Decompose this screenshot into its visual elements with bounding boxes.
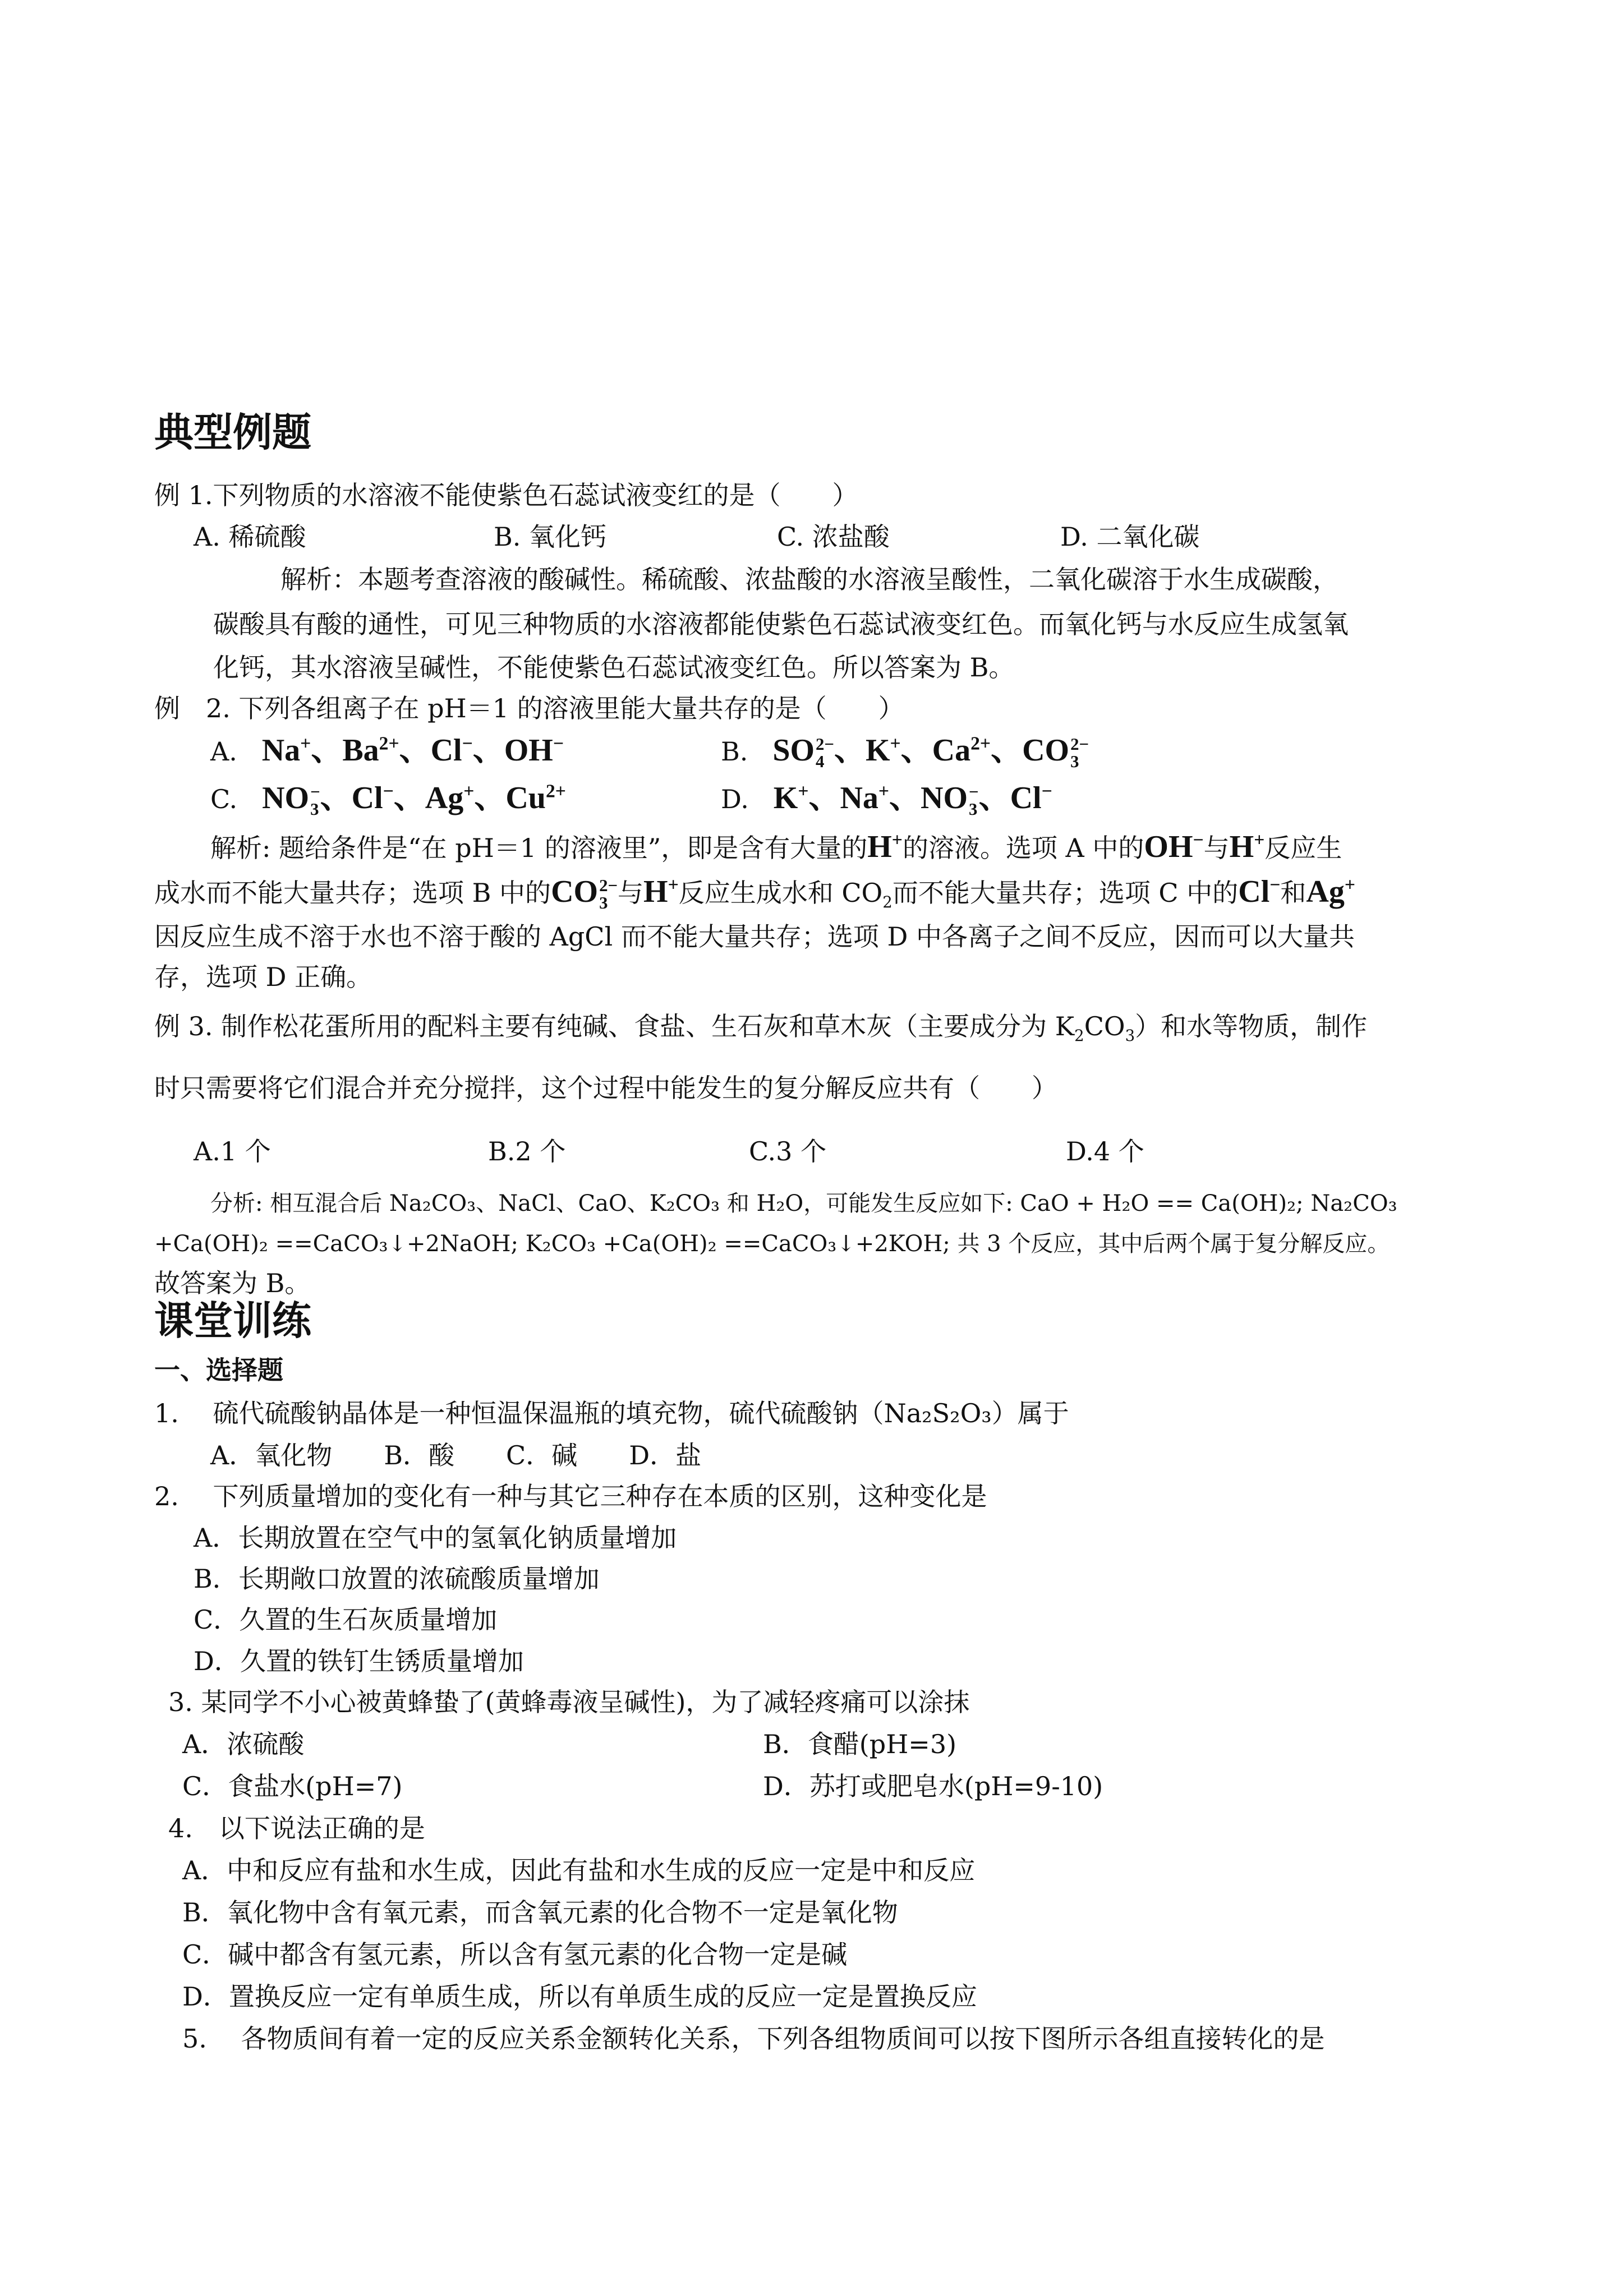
example-1-option-a: A. 稀硫酸 (194, 522, 306, 552)
question-4-option-a: A．中和反应有盐和水生成，因此有盐和水生成的反应一定是中和反应 (182, 1855, 976, 1885)
ion-formula: SO 2− 4 、K+、$Ca^{2+}$、CO 2− 3 (772, 733, 1089, 772)
option-label: D. (721, 784, 749, 814)
example-3-analysis-line: 分析: 相互混合后 Na₂CO₃、NaCl、CaO、K₂CO₃ 和 H₂O，可能发生反应如下: CaO + H₂O == Ca(OH)₂; Na₂CO₃ (210, 1191, 1397, 1216)
example-3-stem-line: 时只需要将它们混合并充分搅拌，这个过程中能发生的复分解反应共有（ ） (154, 1073, 1057, 1103)
ion-formula: NO − 3 、Cl−、Ag+、$Cu^{2+}$ (262, 781, 566, 819)
example-2-analysis-line: 存，选项 D 正确。 (154, 962, 372, 992)
ion-formula: H+ (643, 874, 679, 909)
question-3-option-a: A．浓硫酸 (182, 1729, 305, 1759)
question-3-option-c: C．食盐水(pH=7) (182, 1771, 403, 1801)
example-1-option-d: D. 二氧化碳 (1060, 522, 1200, 552)
question-4-option-c: C．碱中都含有氢元素，所以含有氢元素的化合物一定是碱 (182, 1939, 848, 1970)
question-1-stem: 1. 硫代硫酸钠晶体是一种恒温保温瓶的填充物，硫代硫酸钠（Na₂S₂O₃）属于 (154, 1398, 1069, 1428)
example-2-stem: 例 2. 下列各组离子在 pH＝1 的溶液里能大量共存的是（ ） (154, 693, 904, 723)
question-3-stem: 3. 某同学不小心被黄蜂蛰了(黄蜂毒液呈碱性)，为了减轻疼痛可以涂抹 (168, 1687, 970, 1717)
example-3-option-d: D.4 个 (1066, 1136, 1144, 1167)
question-1-options: A．氧化物 B．酸 C．碱 D．盐 (210, 1440, 702, 1470)
section-title-examples: 典型例题 (154, 409, 311, 455)
example-1-analysis-line: 化钙，其水溶液呈碱性，不能使紫色石蕊试液变红色。所以答案为 B。 (213, 652, 1015, 683)
section-subtitle-choice: 一、选择题 (154, 1355, 283, 1385)
example-2-option-a (210, 734, 564, 768)
ion-formula: Ag+ (1306, 874, 1355, 909)
example-3-analysis-line: 故答案为 B。 (154, 1268, 311, 1298)
option-label: C. (210, 784, 238, 814)
question-4-option-b: B．氧化物中含有氧元素，而含氧元素的化合物不一定是氧化物 (182, 1897, 898, 1928)
example-2-option-c (210, 781, 566, 818)
option-label: A. (210, 736, 237, 767)
example-2-option-d (721, 781, 1052, 818)
ion-formula: H+ (1229, 829, 1265, 864)
question-2-option-c: C．久置的生石灰质量增加 (194, 1605, 498, 1635)
example-3-stem-line: 例 3. 制作松花蛋所用的配料主要有纯碱、食盐、生石灰和草木灰（主要成分为 $K_2CO_3$）和水等物质，制作 (154, 1011, 1368, 1045)
example-3-analysis-line: +Ca(OH)₂ ==CaCO₃↓+2NaOH; K₂CO₃ +Ca(OH)₂ ==CaCO₃↓+2KOH; 共 3 个反应，其中后两个属于复分解反应。 (154, 1231, 1390, 1257)
ion-formula: H+ (867, 829, 903, 864)
ion-formula: OH− (1144, 829, 1204, 864)
example-3-option-a: A.1 个 (194, 1136, 271, 1167)
ion-formula: CO 2− 3 (551, 874, 618, 913)
example-1-option-b: B. 氧化钙 (494, 522, 607, 552)
example-2-analysis-line: 成水而不能大量共存；选项 B 中的CO 2− 3 与H+反应生成水和 $CO_2$而不能大量共存；选项 C 中的Cl−和Ag+ (154, 874, 1355, 913)
question-2-option-a: A．长期放置在空气中的氢氧化钠质量增加 (194, 1523, 677, 1553)
example-3-option-b: B.2 个 (488, 1136, 566, 1167)
example-1-option-c: C. 浓盐酸 (777, 522, 890, 552)
option-label: B. (721, 736, 748, 767)
question-5-stem: 5. 各物质间有着一定的反应关系金额转化关系，下列各组物质间可以按下图所示各组直接转化的是 (182, 2023, 1325, 2054)
question-2-option-d: D．久置的铁钉生锈质量增加 (194, 1646, 524, 1676)
section-title-training: 课堂训练 (154, 1298, 311, 1344)
example-1-stem: 例 1.下列物质的水溶液不能使紫色石蕊试液变红的是（ ） (154, 480, 858, 510)
question-2-stem: 2. 下列质量增加的变化有一种与其它三种存在本质的区别，这种变化是 (154, 1481, 987, 1511)
example-3-option-c: C.3 个 (749, 1136, 827, 1167)
example-2-analysis-line: 解析: 题给条件是“在 pH＝1 的溶液里”，即是含有大量的H+的溶液。选项 A 中的OH−与H+反应生 (210, 829, 1342, 864)
example-1-analysis-line: 解析：本题考查溶液的酸碱性。稀硫酸、浓盐酸的水溶液呈酸性，二氧化碳溶于水生成碳酸， (280, 564, 1338, 594)
question-4-stem: 4. 以下说法正确的是 (168, 1813, 425, 1843)
ion-formula: Cl− (1238, 874, 1281, 909)
question-3-option-d: D．苏打或肥皂水(pH=9-10) (763, 1771, 1103, 1801)
example-1-analysis-line: 碳酸具有酸的通性，可见三种物质的水溶液都能使紫色石蕊试液变红色。而氧化钙与水反应生成氢氧 (213, 609, 1349, 639)
example-2-option-b (721, 734, 1089, 771)
ion-formula: K+、Na+、NO − 3 、Cl− (773, 781, 1052, 819)
question-4-option-d: D．置换反应一定有单质生成，所以有单质生成的反应一定是置换反应 (182, 1981, 977, 2012)
question-2-option-b: B．长期敞口放置的浓硫酸质量增加 (194, 1564, 600, 1594)
ion-formula: Na+、$Ba^{2+}$、Cl−、OH− (261, 733, 564, 768)
example-2-analysis-line: 因反应生成不溶于水也不溶于酸的 AgCl 而不能大量共存；选项 D 中各离子之间不反应，因而可以大量共 (154, 921, 1355, 952)
question-3-option-b: B．食醋(pH=3) (763, 1729, 957, 1759)
